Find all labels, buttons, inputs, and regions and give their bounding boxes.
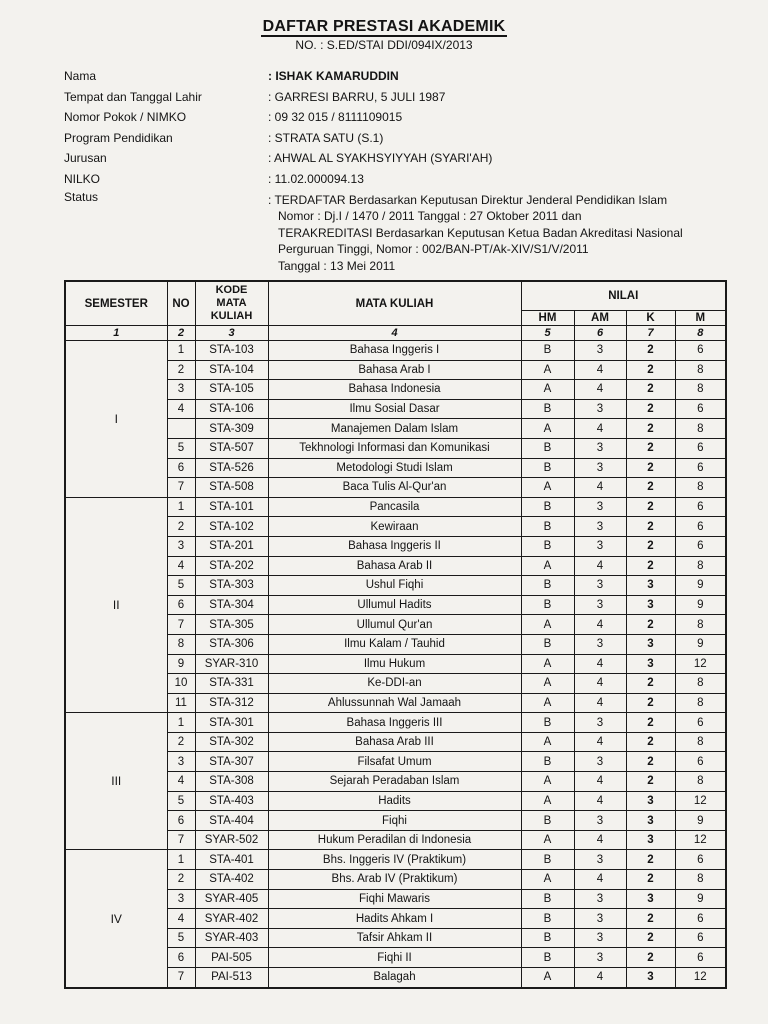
course-name: Balagah	[268, 968, 521, 988]
course-name: Bahasa Arab III	[268, 732, 521, 752]
info-label: NILKO	[64, 171, 101, 186]
grade-hm: A	[521, 830, 574, 850]
course-code: STA-105	[195, 380, 268, 400]
header-m: M	[675, 311, 726, 326]
row-number: 1	[167, 850, 195, 870]
grade-hm: B	[521, 634, 574, 654]
course-name: Manajemen Dalam Islam	[268, 419, 521, 439]
grade-k: 3	[626, 634, 675, 654]
info-value: : 11.02.000094.13	[268, 171, 364, 186]
grade-k: 3	[626, 576, 675, 596]
header-nilai: NILAI	[521, 281, 726, 311]
course-code: STA-401	[195, 850, 268, 870]
grade-k: 2	[626, 615, 675, 635]
grade-m: 6	[675, 928, 726, 948]
row-number: 3	[167, 380, 195, 400]
grade-k: 2	[626, 713, 675, 733]
grade-m: 6	[675, 909, 726, 929]
grade-k: 2	[626, 556, 675, 576]
row-number: 4	[167, 399, 195, 419]
info-label: Program Pendidikan	[64, 130, 173, 145]
grade-hm: A	[521, 556, 574, 576]
row-number: 5	[167, 791, 195, 811]
course-code: STA-402	[195, 870, 268, 890]
course-name: Fiqhi II	[268, 948, 521, 968]
grade-m: 9	[675, 811, 726, 831]
grade-hm: A	[521, 968, 574, 988]
row-number: 6	[167, 595, 195, 615]
grade-m: 9	[675, 576, 726, 596]
grades-table	[64, 280, 727, 989]
grade-hm: A	[521, 791, 574, 811]
course-name: Fiqhi	[268, 811, 521, 831]
grade-hm: B	[521, 497, 574, 517]
course-name: Bahasa Inggeris III	[268, 713, 521, 733]
course-name: Bahasa Inggeris I	[268, 341, 521, 361]
course-code: STA-301	[195, 713, 268, 733]
grade-k: 2	[626, 399, 675, 419]
grade-hm: A	[521, 772, 574, 792]
course-code: STA-526	[195, 458, 268, 478]
row-number: 5	[167, 438, 195, 458]
row-number: 6	[167, 458, 195, 478]
course-code: STA-331	[195, 674, 268, 694]
grade-m: 8	[675, 693, 726, 713]
row-number: 10	[167, 674, 195, 694]
column-number: 5	[521, 326, 574, 341]
row-number: 5	[167, 928, 195, 948]
row-number: 3	[167, 536, 195, 556]
grade-k: 3	[626, 791, 675, 811]
grade-am: 4	[574, 830, 626, 850]
course-name: Ilmu Hukum	[268, 654, 521, 674]
status-label: Status	[64, 189, 99, 204]
grade-m: 6	[675, 536, 726, 556]
grade-am: 3	[574, 928, 626, 948]
grade-am: 3	[574, 399, 626, 419]
grade-am: 3	[574, 948, 626, 968]
grade-hm: B	[521, 399, 574, 419]
course-code: PAI-513	[195, 968, 268, 988]
grade-hm: B	[521, 889, 574, 909]
grade-k: 2	[626, 478, 675, 498]
grade-hm: B	[521, 458, 574, 478]
info-label: Nomor Pokok / NIMKO	[64, 110, 187, 125]
row-number: 11	[167, 693, 195, 713]
semester-cell: I	[65, 341, 167, 498]
grade-k: 2	[626, 909, 675, 929]
grade-k: 3	[626, 830, 675, 850]
grade-k: 3	[626, 968, 675, 988]
grade-m: 6	[675, 438, 726, 458]
info-row	[64, 66, 754, 87]
grade-hm: A	[521, 654, 574, 674]
grade-hm: A	[521, 693, 574, 713]
table-row	[65, 713, 726, 733]
grade-k: 2	[626, 536, 675, 556]
course-name: Ke-DDI-an	[268, 674, 521, 694]
info-value: : 09 32 015 / 8111109015	[268, 110, 403, 125]
course-name: Hadits	[268, 791, 521, 811]
grade-m: 8	[675, 732, 726, 752]
grade-m: 8	[675, 360, 726, 380]
grade-am: 3	[574, 438, 626, 458]
course-name: Pancasila	[268, 497, 521, 517]
course-name: Tafsir Ahkam II	[268, 928, 521, 948]
grade-hm: A	[521, 360, 574, 380]
grade-k: 3	[626, 654, 675, 674]
course-name: Ullumul Hadits	[268, 595, 521, 615]
course-code: STA-106	[195, 399, 268, 419]
grade-m: 8	[675, 380, 726, 400]
grade-am: 3	[574, 634, 626, 654]
course-code: STA-201	[195, 536, 268, 556]
course-code: STA-302	[195, 732, 268, 752]
header-k: K	[626, 311, 675, 326]
course-code: SYAR-405	[195, 889, 268, 909]
grade-am: 3	[574, 889, 626, 909]
grade-k: 2	[626, 458, 675, 478]
table-row	[65, 850, 726, 870]
grade-m: 12	[675, 968, 726, 988]
grade-k: 3	[626, 811, 675, 831]
grade-k: 2	[626, 360, 675, 380]
grade-hm: B	[521, 850, 574, 870]
grade-m: 8	[675, 419, 726, 439]
grade-am: 3	[574, 595, 626, 615]
semester-cell: IV	[65, 850, 167, 988]
grade-m: 6	[675, 458, 726, 478]
info-row	[64, 169, 754, 190]
course-code: STA-101	[195, 497, 268, 517]
row-number: 3	[167, 752, 195, 772]
course-name: Hukum Peradilan di Indonesia	[268, 830, 521, 850]
grade-m: 8	[675, 870, 726, 890]
student-info	[64, 66, 754, 274]
info-value: : GARRESI BARRU, 5 JULI 1987	[268, 89, 446, 104]
grade-k: 2	[626, 752, 675, 772]
grade-hm: B	[521, 713, 574, 733]
course-name: Fiqhi Mawaris	[268, 889, 521, 909]
grade-m: 8	[675, 556, 726, 576]
grade-hm: B	[521, 752, 574, 772]
course-code: STA-102	[195, 517, 268, 537]
column-number: 4	[268, 326, 521, 341]
grade-m: 8	[675, 772, 726, 792]
grade-k: 2	[626, 928, 675, 948]
row-number: 1	[167, 713, 195, 733]
header-kode-mata-kuliah: KODE MATA KULIAH	[195, 281, 268, 326]
course-code: STA-306	[195, 634, 268, 654]
course-name: Bhs. Inggeris IV (Praktikum)	[268, 850, 521, 870]
course-name: Ahlussunnah Wal Jamaah	[268, 693, 521, 713]
document-title: DAFTAR PRESTASI AKADEMIK	[262, 18, 506, 35]
header-mata-kuliah: MATA KULIAH	[268, 281, 521, 326]
row-number: 3	[167, 889, 195, 909]
row-number: 6	[167, 811, 195, 831]
grade-m: 6	[675, 341, 726, 361]
course-code: STA-307	[195, 752, 268, 772]
status-line: Nomor : Dj.I / 1470 / 2011 Tanggal : 27 Oktober 2011 dan	[278, 209, 582, 224]
grade-am: 4	[574, 556, 626, 576]
grade-am: 3	[574, 811, 626, 831]
header-semester: SEMESTER	[65, 281, 167, 326]
course-name: Baca Tulis Al-Qur'an	[268, 478, 521, 498]
grade-hm: B	[521, 536, 574, 556]
grade-am: 4	[574, 419, 626, 439]
grade-hm: A	[521, 870, 574, 890]
header-hm: HM	[521, 311, 574, 326]
row-number: 4	[167, 556, 195, 576]
grade-k: 2	[626, 693, 675, 713]
grade-hm: B	[521, 595, 574, 615]
info-label: Tempat dan Tanggal Lahir	[64, 89, 202, 104]
grade-m: 9	[675, 634, 726, 654]
grade-hm: A	[521, 674, 574, 694]
column-number: 2	[167, 326, 195, 341]
course-code: STA-304	[195, 595, 268, 615]
row-number: 7	[167, 615, 195, 635]
course-code: STA-308	[195, 772, 268, 792]
grade-k: 2	[626, 341, 675, 361]
row-number: 7	[167, 830, 195, 850]
grade-m: 12	[675, 791, 726, 811]
row-number: 2	[167, 360, 195, 380]
grade-hm: A	[521, 419, 574, 439]
course-code: STA-312	[195, 693, 268, 713]
course-name: Filsafat Umum	[268, 752, 521, 772]
semester-cell: III	[65, 713, 167, 850]
course-name: Bahasa Arab I	[268, 360, 521, 380]
grade-k: 2	[626, 674, 675, 694]
row-number: 4	[167, 772, 195, 792]
row-number: 1	[167, 341, 195, 361]
course-name: Metodologi Studi Islam	[268, 458, 521, 478]
course-code: STA-508	[195, 478, 268, 498]
status-line: TERAKREDITASI Berdasarkan Keputusan Ketua Badan Akreditasi Nasional	[278, 225, 683, 240]
course-code: STA-303	[195, 576, 268, 596]
grade-am: 3	[574, 576, 626, 596]
row-number: 6	[167, 948, 195, 968]
column-number: 8	[675, 326, 726, 341]
grade-k: 2	[626, 419, 675, 439]
row-number: 1	[167, 497, 195, 517]
grade-hm: A	[521, 478, 574, 498]
row-number: 2	[167, 870, 195, 890]
course-code: STA-104	[195, 360, 268, 380]
grade-am: 3	[574, 536, 626, 556]
column-number-row	[65, 326, 726, 341]
grade-am: 4	[574, 478, 626, 498]
grade-am: 4	[574, 870, 626, 890]
grade-am: 4	[574, 615, 626, 635]
grade-m: 6	[675, 752, 726, 772]
grade-m: 6	[675, 497, 726, 517]
grade-am: 4	[574, 732, 626, 752]
row-number: 2	[167, 732, 195, 752]
grade-am: 4	[574, 380, 626, 400]
row-number: 5	[167, 576, 195, 596]
grade-k: 2	[626, 517, 675, 537]
grade-am: 4	[574, 360, 626, 380]
course-code: PAI-505	[195, 948, 268, 968]
column-number: 7	[626, 326, 675, 341]
status-line: : TERDAFTAR Berdasarkan Keputusan Direktur Jenderal Pendidikan Islam	[268, 192, 668, 207]
status-line: Perguruan Tinggi, Nomor : 002/BAN-PT/Ak-XIV/S1/V/2011	[278, 242, 589, 257]
grade-hm: B	[521, 341, 574, 361]
column-number: 6	[574, 326, 626, 341]
course-code: STA-507	[195, 438, 268, 458]
grade-m: 6	[675, 399, 726, 419]
table-row	[65, 497, 726, 517]
info-row	[64, 148, 754, 169]
grade-k: 3	[626, 595, 675, 615]
grade-m: 9	[675, 595, 726, 615]
info-value: : AHWAL AL SYAKHSYIYYAH (SYARI'AH)	[268, 151, 493, 166]
grade-am: 4	[574, 693, 626, 713]
info-label: Nama	[64, 69, 97, 83]
grade-m: 12	[675, 654, 726, 674]
grade-hm: A	[521, 615, 574, 635]
info-row	[64, 107, 754, 128]
grade-m: 8	[675, 674, 726, 694]
grade-k: 2	[626, 380, 675, 400]
row-number: 2	[167, 517, 195, 537]
course-code: SYAR-403	[195, 928, 268, 948]
course-name: Ushul Fiqhi	[268, 576, 521, 596]
column-number: 1	[65, 326, 167, 341]
course-name: Bahasa Arab II	[268, 556, 521, 576]
course-name: Ullumul Qur'an	[268, 615, 521, 635]
grade-k: 2	[626, 438, 675, 458]
course-name: Bahasa Inggeris II	[268, 536, 521, 556]
course-code: SYAR-310	[195, 654, 268, 674]
semester-cell: II	[65, 497, 167, 713]
header-am: AM	[574, 311, 626, 326]
grade-am: 3	[574, 752, 626, 772]
course-code: STA-305	[195, 615, 268, 635]
row-number: 9	[167, 654, 195, 674]
grade-am: 4	[574, 654, 626, 674]
grade-am: 3	[574, 517, 626, 537]
course-name: Ilmu Kalam / Tauhid	[268, 634, 521, 654]
row-number	[167, 419, 195, 439]
course-code: STA-103	[195, 341, 268, 361]
grade-m: 12	[675, 830, 726, 850]
course-name: Hadits Ahkam I	[268, 909, 521, 929]
course-name: Bahasa Indonesia	[268, 380, 521, 400]
row-number: 7	[167, 968, 195, 988]
grade-hm: B	[521, 948, 574, 968]
info-value: : STRATA SATU (S.1)	[268, 130, 384, 145]
course-name: Kewiraan	[268, 517, 521, 537]
grade-am: 4	[574, 968, 626, 988]
grade-k: 2	[626, 732, 675, 752]
grade-am: 4	[574, 772, 626, 792]
grade-m: 6	[675, 517, 726, 537]
info-row	[64, 87, 754, 108]
status-value	[268, 190, 754, 275]
header-no: NO	[167, 281, 195, 326]
column-number: 3	[195, 326, 268, 341]
grade-hm: A	[521, 380, 574, 400]
info-row	[64, 128, 754, 149]
row-number: 7	[167, 478, 195, 498]
info-label: Jurusan	[64, 151, 107, 166]
grade-k: 3	[626, 889, 675, 909]
grade-m: 9	[675, 889, 726, 909]
grade-hm: A	[521, 732, 574, 752]
grade-hm: B	[521, 928, 574, 948]
grade-hm: B	[521, 438, 574, 458]
grade-k: 2	[626, 497, 675, 517]
grade-k: 2	[626, 772, 675, 792]
grade-hm: B	[521, 811, 574, 831]
grade-m: 8	[675, 615, 726, 635]
course-code: SYAR-402	[195, 909, 268, 929]
row-number: 8	[167, 634, 195, 654]
grade-am: 4	[574, 674, 626, 694]
course-name: Ilmu Sosial Dasar	[268, 399, 521, 419]
course-name: Sejarah Peradaban Islam	[268, 772, 521, 792]
course-code: STA-202	[195, 556, 268, 576]
grade-m: 8	[675, 478, 726, 498]
status-line: Tanggal : 13 Mei 2011	[278, 258, 396, 273]
grade-hm: B	[521, 517, 574, 537]
course-code: STA-309	[195, 419, 268, 439]
grade-hm: B	[521, 909, 574, 929]
status-row	[64, 190, 754, 275]
grade-am: 3	[574, 713, 626, 733]
grade-m: 6	[675, 850, 726, 870]
grade-m: 6	[675, 713, 726, 733]
grade-am: 3	[574, 458, 626, 478]
course-name: Bhs. Arab IV (Praktikum)	[268, 870, 521, 890]
course-code: STA-403	[195, 791, 268, 811]
course-name: Tekhnologi Informasi dan Komunikasi	[268, 438, 521, 458]
grade-k: 2	[626, 948, 675, 968]
grade-am: 3	[574, 497, 626, 517]
grade-m: 6	[675, 948, 726, 968]
course-code: STA-404	[195, 811, 268, 831]
grade-am: 3	[574, 341, 626, 361]
table-row	[65, 341, 726, 361]
course-code: SYAR-502	[195, 830, 268, 850]
grade-am: 3	[574, 909, 626, 929]
document-number: NO. : S.ED/STAI DDI/094IX/2013	[295, 38, 473, 52]
grade-hm: B	[521, 576, 574, 596]
grade-k: 2	[626, 850, 675, 870]
info-value: : ISHAK KAMARUDDIN	[268, 69, 399, 83]
row-number: 4	[167, 909, 195, 929]
grade-k: 2	[626, 870, 675, 890]
grade-am: 4	[574, 791, 626, 811]
grade-am: 3	[574, 850, 626, 870]
